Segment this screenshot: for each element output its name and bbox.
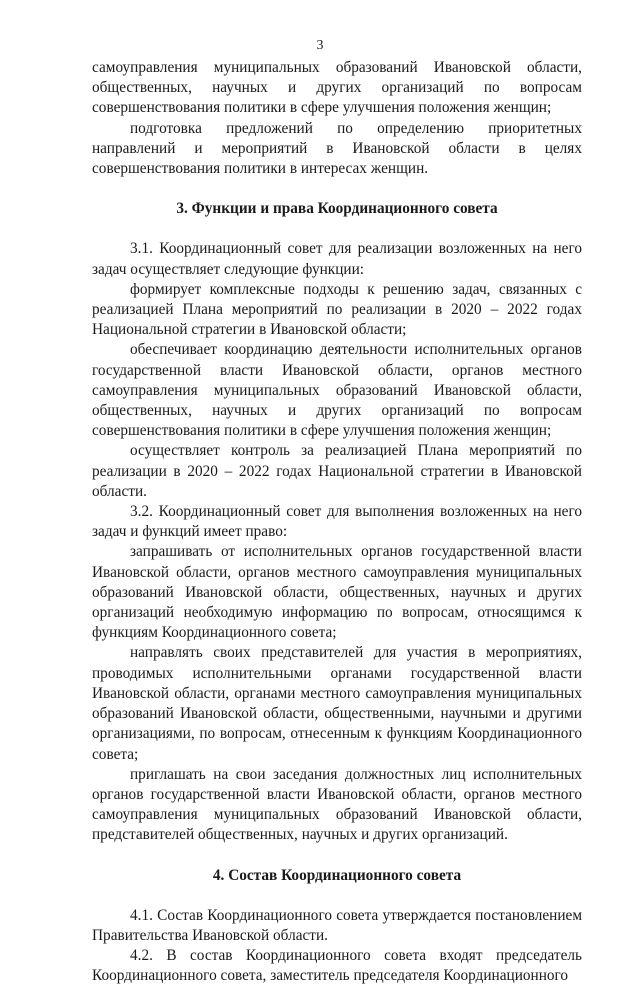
paragraph-continuation: самоуправления муниципальных образований Ивановской области, общественных, научных и других организаций по вопросам совершенствования политики в сфере улучшения положения женщин; (92, 59, 582, 117)
paragraph: обеспечивает координацию деятельности исполнительных органов государственной власти Ивановской области, органов местного самоуправления муниципальных образований Ивановской области, общественных, научных и других организаций по вопросам совершенствования политики в сфере улучшения положения женщин; (92, 341, 582, 440)
paragraph: осуществляет контроль за реализацией Плана мероприятий по реализации в 2020 – 2022 годах Национальной стратегии в Ивановской области. (92, 442, 582, 500)
page-number: 3 (316, 38, 324, 53)
paragraph: подготовка предложений по определению приоритетных направлений и мероприятий в Ивановской области в целях совершенствования политики в интересах женщин. (92, 119, 582, 178)
paragraph-4-2: 4.2. В состав Координационного совета входят председатель Координационного совета, заместитель председателя Координационного (92, 947, 582, 985)
section-3-heading: 3. Функции и права Координационного совета (176, 200, 498, 218)
paragraph: запрашивать от исполнительных органов государственной власти Ивановской области, органов местного самоуправления муниципальных образований Ивановской области, общественных, научных и других организаций необходимую информацию по вопросам, относящимся к функциям Координационного совета; (92, 543, 582, 642)
paragraph-3-2: 3.2. Координационный совет для выполнения возложенных на него задач и функций имеет право: (92, 503, 582, 541)
page-content (92, 58, 582, 987)
paragraph: приглашать на свои заседания должностных лиц исполнительных органов государственной власти Ивановской области, органов местного самоуправления муниципальных образований Ивановской области, представителей общественных, научных и других организаций. (92, 765, 582, 844)
paragraph-3-1: 3.1. Координационный совет для реализации возложенных на него задач осуществляет следующие функции: (92, 240, 582, 278)
paragraph: формирует комплексные подходы к решению задач, связанных с реализацией Плана мероприятий по реализации в 2020 – 2022 годах Национальной стратегии в Ивановской области; (92, 280, 582, 339)
paragraph: направлять своих представителей для участия в мероприятиях, проводимых исполнительными органами государственной власти Ивановской области, органами местного самоуправления муниципальных образований Ивановской области, общественными, научными и другими организациями, по вопросам, отнесенным к функциям Координационного совета; (92, 644, 582, 763)
paragraph-4-1: 4.1. Состав Координационного совета утверждается постановлением Правительства Ивановской области. (92, 906, 582, 944)
section-4-heading: 4. Состав Координационного совета (212, 866, 462, 884)
